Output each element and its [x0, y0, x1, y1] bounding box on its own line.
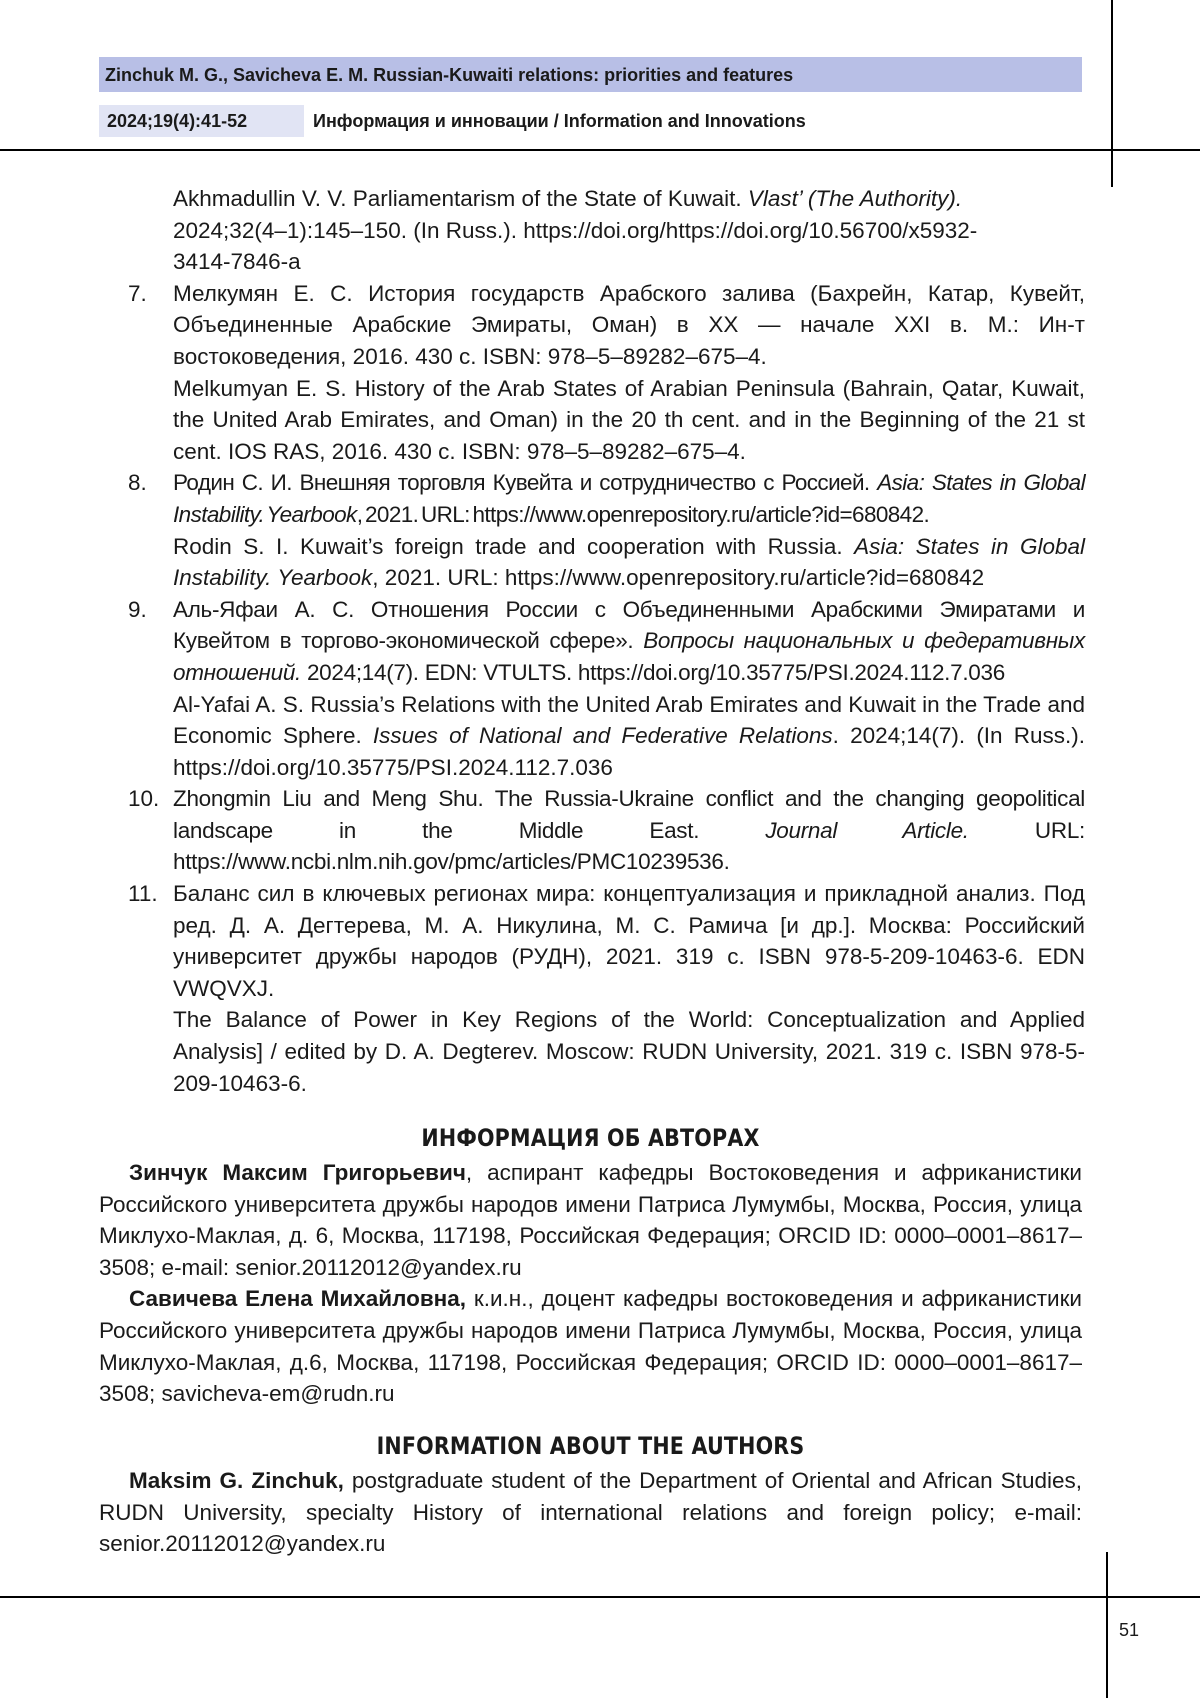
reference-number: 8. [128, 470, 147, 496]
section-title-authors-en: INFORMATION ABOUT THE AUTHORS [376, 1432, 805, 1460]
author-entry: Maksim G. Zinchuk, postgraduate student of the Department of Oriental and African Studies, RUDN University, specialty History of international relations and foreign policy; e-mail: senior.20112012@yandex.ru [99, 1468, 1082, 1557]
authors-ru [99, 1157, 1082, 1410]
reference-text-en: Al-Yafai A. S. Russia’s Relations with the United Arab Emirates and Kuwait in the Trade and Economic Sphere. Issues of National and Federative Relations. 2024;14(7). (In Russ.). https://doi.org/10.35775/PSI.2024.112.7.036 [173, 691, 1085, 780]
reference-text-ru: Мелкумян Е. С. История государств Арабского залива (Бахрейн, Катар, Кувейт, Объединенные Арабские Эмираты, Оман) в XX — начале XXI в. М.: Ин-т востоковедения, 2016. 430 с. ISBN: 978–5–89282–675–4. [173, 280, 1085, 369]
reference-number: 11. [128, 881, 158, 907]
reference-text-ru: Аль-Яфаи А. С. Отношения России с Объединенными Арабскими Эмиратами и Кувейтом в торгово-экономической сфере». Вопросы национальных и федеративных отношений. 2024;14(7). EDN: VTULTS. https://doi.org/10.35775/PSI.2024.112.7.036 [173, 596, 1085, 685]
reference-number: 9. [128, 596, 147, 622]
reference-number: 10. [128, 786, 160, 812]
reference-text-ru: Родин С. И. Внешняя торговля Кувейта и сотрудничество с Россией. Asia: States in Global Instability. Yearbook, 2021. URL: https://www.openrepository.ru/article?id=680842. [173, 470, 1085, 527]
running-header-title: Zinchuk M. G., Savicheva E. M. Russian-Kuwaiti relations: priorities and features [99, 57, 1082, 92]
running-header-journal: Информация и инновации / Information and Innovations [313, 111, 806, 131]
reference-6-continuation: Akhmadullin V. V. Parliamentarism of the State of Kuwait. Vlast’ (The Authority). 2024;32(4–1):145–150. (In Russ.). https://doi.org/https://doi.org/10.56700/x5932- 3414-7846-a [173, 186, 978, 275]
bottom-right-vertical-rule [1106, 1552, 1108, 1698]
top-right-vertical-rule [1111, 0, 1113, 187]
reference-text-en: Rodin S. I. Kuwait’s foreign trade and cooperation with Russia. Asia: States in Global Instability. Yearbook, 2021. URL: https://www.openrepository.ru/article?id=680842 [173, 533, 1085, 591]
reference-text-en: The Balance of Power in Key Regions of the World: Conceptualization and Applied Analysis] / edited by D. A. Degterev. Moscow: RUDN University, 2021. 319 c. ISBN 978-5-209-10463-6. [173, 1007, 1085, 1096]
reference-number: 7. [128, 280, 147, 306]
reference-text: Zhongmin Liu and Meng Shu. The Russia-Ukraine conflict and the changing geopolitical landscape in the Middle East. Journal Article. URL: https://www.ncbi.nlm.nih.gov/pmc/articles/PMC10239536. [173, 786, 1085, 875]
section-title-authors-ru: ИНФОРМАЦИЯ ОБ АВТОРАХ [421, 1124, 760, 1152]
footer-top-rule [0, 1596, 1200, 1598]
reference-text-en: Melkumyan E. S. History of the Arab States of Arabian Peninsula (Bahrain, Qatar, Kuwait, the United Arab Emirates, and Oman) in the 20 th cent. and in the Beginning of the 21 st cent. IOS RAS, 2016. 430 c. ISBN: 978–5–89282–675–4. [173, 375, 1085, 464]
author-entry: Зинчук Максим Григорьевич, аспирант кафедры Востоковедения и африканистики Российского университета дружбы народов имени Патриса Лумумбы, Москва, Россия, улица Миклухо-Маклая, д. 6, Москва, 117198, Российская Федерация; ORCID ID: 0000–0001–8617–3508; e-mail: senior.20112012@yandex.ru [99, 1160, 1082, 1280]
reference-10 [128, 783, 1085, 878]
reference-9 [128, 594, 1085, 784]
running-header-issue: 2024;19(4):41-52 [99, 105, 304, 137]
page-number: 51 [1119, 1620, 1140, 1640]
authors-en [99, 1465, 1082, 1560]
author-entry: Савичева Елена Михайловна, к.и.н., доцент кафедры востоковедения и африканистики Российского университета дружбы народов имени Патриса Лумумбы, Москва, Россия, улица Миклухо-Маклая, д.6, Москва, 117198, Российская Федерация; ORCID ID: 0000–0001–8617–3508; savicheva-em@rudn.ru [99, 1286, 1082, 1407]
author-name: Савичева Елена Михайловна, [129, 1286, 467, 1312]
reference-text-ru: Баланс сил в ключевых регионах мира: концептуализация и прикладной анализ. Под ред. Д. А. Дегтерева, М. А. Никулина, М. С. Рамича [и др.]. Москва: Российский университет дружбы народов (РУДН), 2021. 319 с. ISBN 978-5-209-10463-6. EDN VWQVXJ. [173, 881, 1085, 1001]
reference-8 [128, 467, 1085, 593]
reference-7 [128, 278, 1085, 468]
reference-list [128, 183, 1085, 1099]
author-name: Maksim G. Zinchuk, [129, 1468, 344, 1493]
header-bottom-rule [0, 149, 1200, 151]
author-name: Зинчук Максим Григорьевич [129, 1160, 466, 1185]
reference-11 [128, 878, 1085, 1099]
